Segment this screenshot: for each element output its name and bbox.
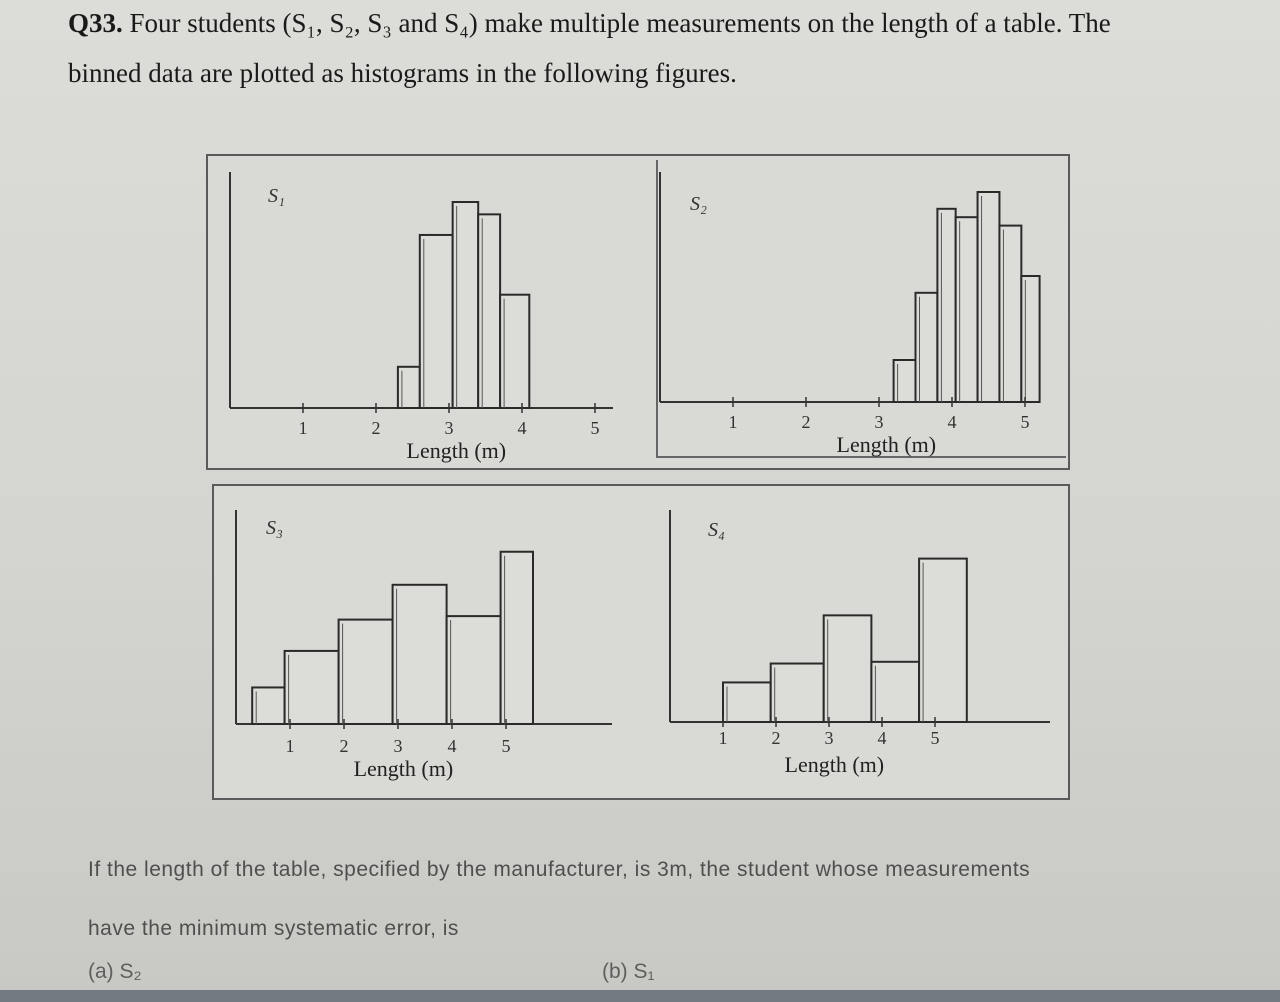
question-line-2: binned data are plotted as histograms in the following figures. (68, 58, 737, 88)
histogram-s1 (228, 172, 628, 472)
histogram-label: S₃ (266, 517, 283, 539)
x-tick-label: 3 (444, 418, 454, 438)
x-tick-label: 2 (371, 418, 381, 438)
x-tick-label: 3 (874, 412, 884, 432)
histogram-bar (978, 192, 1000, 402)
histogram-bar (252, 687, 284, 724)
option-a[interactable]: (a) S₂ (88, 960, 142, 983)
x-axis-label: Length (m) (836, 432, 937, 457)
histogram-bar (501, 552, 533, 724)
histogram-bar (1021, 276, 1039, 402)
x-tick-label: 2 (339, 736, 349, 756)
x-axis-label: Length (m) (353, 756, 454, 781)
x-tick-label: 1 (285, 736, 295, 756)
x-tick-label: 1 (298, 418, 308, 438)
x-tick-label: 1 (728, 412, 738, 432)
x-tick-label: 5 (590, 418, 600, 438)
histogram-bar (937, 209, 955, 402)
histogram-s3 (232, 510, 632, 800)
x-tick-label: 1 (718, 728, 728, 748)
histogram-label: S₄ (708, 519, 725, 541)
x-axis-label: Length (m) (784, 752, 885, 777)
histogram-bar (339, 620, 393, 724)
x-tick-label: 3 (393, 736, 403, 756)
answer-prompt-line-2: have the minimum systematic error, is (88, 917, 459, 940)
histogram-bar (393, 585, 447, 724)
x-tick-label: 5 (501, 736, 511, 756)
question-number: Q33. (68, 8, 123, 38)
histogram-label: S₂ (690, 193, 707, 215)
x-tick-label: 5 (930, 728, 940, 748)
histogram-bar (894, 360, 916, 402)
x-tick-label: 4 (447, 736, 457, 756)
histogram-bar (771, 664, 824, 722)
histogram-bar (999, 226, 1021, 402)
histogram-bar (824, 615, 872, 722)
histogram-bar (285, 651, 339, 724)
histogram-label: S₁ (268, 185, 285, 207)
x-tick-label: 4 (947, 412, 957, 432)
question-text-1: Four students (S₁, S₂, S₃ and S₄) make multiple measurements on the length of a table. The (129, 8, 1111, 38)
histogram-bar (420, 235, 453, 408)
histogram-bar (916, 293, 938, 402)
histogram-bar (956, 217, 978, 402)
answer-prompt-line-1: If the length of the table, specified by the manufacturer, is 3m, the student whose measurements (88, 858, 1031, 881)
x-tick-label: 5 (1020, 412, 1030, 432)
histogram-bar (919, 559, 967, 722)
x-tick-label: 2 (771, 728, 781, 748)
histogram-bar (723, 682, 771, 722)
x-tick-label: 2 (801, 412, 811, 432)
x-tick-label: 4 (517, 418, 527, 438)
x-tick-label: 3 (824, 728, 834, 748)
histogram-bar (447, 616, 501, 724)
screen-bottom-edge (0, 990, 1280, 1002)
histogram-s2 (658, 172, 1058, 472)
x-axis-label: Length (m) (406, 438, 507, 463)
x-tick-label: 4 (877, 728, 887, 748)
histogram-bar (398, 367, 420, 408)
option-b[interactable]: (b) S₁ (602, 960, 655, 983)
histogram-s4 (666, 510, 1066, 800)
histogram-bar (478, 214, 500, 408)
question-line-1 (68, 8, 1111, 39)
histogram-bar (871, 662, 919, 722)
